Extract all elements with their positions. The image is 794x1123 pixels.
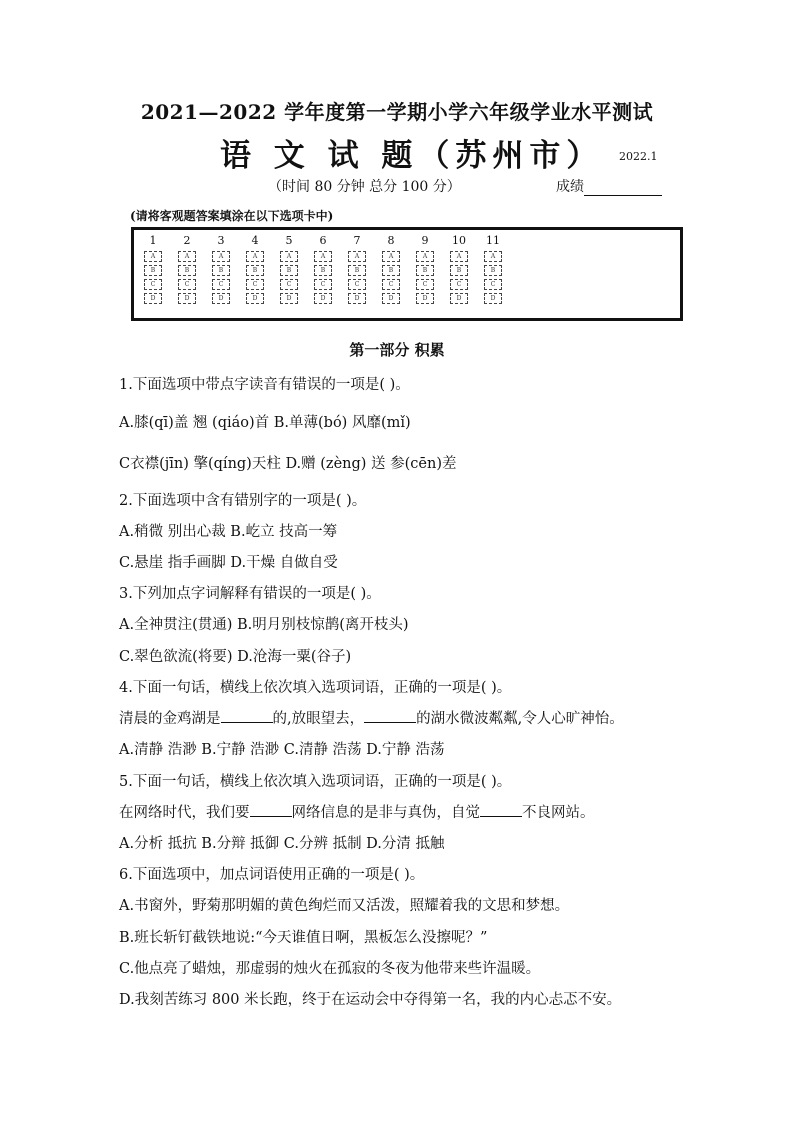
answer-bubble-8-a[interactable]: A [382, 251, 400, 262]
answer-card-number: 11 [486, 234, 500, 247]
answer-card-question-9 [413, 234, 437, 304]
answer-bubble-5-d[interactable]: D [280, 293, 298, 304]
answer-bubble-2-b[interactable]: B [178, 265, 196, 276]
answer-card-question-7 [345, 234, 369, 304]
q5-sentence-part2: 网络信息的是非与真伪，自觉 [291, 805, 480, 821]
answer-card-question-8 [379, 234, 403, 304]
answer-bubble-4-b[interactable]: B [246, 265, 264, 276]
score-blank [584, 181, 662, 196]
answer-card-number: 9 [421, 234, 429, 247]
answer-bubble-7-c[interactable]: C [348, 279, 366, 290]
answer-bubble-5-c[interactable]: C [280, 279, 298, 290]
answer-card-number: 7 [353, 234, 361, 247]
answer-bubble-10-b[interactable]: B [450, 265, 468, 276]
q1-stem: 1.下面选项中带点字读音有错误的一项是( )。 [119, 377, 410, 393]
answer-card-number: 5 [285, 234, 293, 247]
answer-card-number: 6 [319, 234, 327, 247]
q4-sentence-part1: 清晨的金鸡湖是 [119, 711, 221, 727]
q2-options-cd: C.悬崖 指手画脚 D.干燥 自做自受 [119, 555, 338, 571]
answer-bubble-4-c[interactable]: C [246, 279, 264, 290]
answer-bubble-7-b[interactable]: B [348, 265, 366, 276]
answer-card-number: 8 [387, 234, 395, 247]
q3-stem: 3.下列加点字词解释有错误的一项是( )。 [119, 586, 381, 602]
answer-card-question-6 [311, 234, 335, 304]
score-label: 成绩 [556, 179, 584, 195]
answer-bubble-7-d[interactable]: D [348, 293, 366, 304]
q6-stem: 6.下面选项中，加点词语使用正确的一项是( )。 [119, 867, 425, 883]
q5-sentence-part1: 在网络时代，我们要 [119, 805, 250, 821]
answer-bubble-1-c[interactable]: C [144, 279, 162, 290]
answer-bubble-11-d[interactable]: D [484, 293, 502, 304]
q4-blank-1 [221, 708, 273, 723]
q4-sentence-part2: 的,放眼望去， [272, 711, 365, 727]
answer-card-question-3 [209, 234, 233, 304]
q6-option-b: B.班长斩钉截铁地说:“今天谁值日啊，黑板怎么没擦呢？” [119, 930, 488, 946]
q4-sentence-part3: 的湖水微波粼粼,令人心旷神怡。 [416, 711, 624, 727]
q2-options-ab: A.稍微 别出心裁 B.屹立 技高一筹 [119, 524, 338, 540]
answer-card-number: 10 [452, 234, 466, 247]
answer-card-number: 3 [217, 234, 225, 247]
answer-bubble-2-d[interactable]: D [178, 293, 196, 304]
answer-bubble-9-d[interactable]: D [416, 293, 434, 304]
answer-bubble-5-a[interactable]: A [280, 251, 298, 262]
q5-options: A.分析 抵抗 B.分辩 抵御 C.分辨 抵制 D.分清 抵触 [119, 836, 445, 852]
q4-stem: 4.下面一句话，横线上依次填入选项词语，正确的一项是( )。 [119, 680, 512, 696]
answer-bubble-11-b[interactable]: B [484, 265, 502, 276]
answer-bubble-4-d[interactable]: D [246, 293, 264, 304]
q6-option-d: D.我刻苦练习 800 米长跑，终于在运动会中夺得第一名，我的内心忐忑不安。 [119, 992, 622, 1008]
answer-bubble-9-b[interactable]: B [416, 265, 434, 276]
answer-bubble-9-c[interactable]: C [416, 279, 434, 290]
answer-bubble-6-a[interactable]: A [314, 251, 332, 262]
answer-bubble-6-b[interactable]: B [314, 265, 332, 276]
q5-sentence [119, 801, 595, 822]
q6-option-c: C.他点亮了蜡烛，那虚弱的烛火在孤寂的冬夜为他带来些许温暖。 [119, 961, 541, 977]
answer-bubble-2-a[interactable]: A [178, 251, 196, 262]
score-field [556, 176, 662, 196]
answer-bubble-3-a[interactable]: A [212, 251, 230, 262]
q5-blank-2 [480, 802, 522, 817]
answer-bubble-10-a[interactable]: A [450, 251, 468, 262]
answer-card-number: 4 [251, 234, 259, 247]
answer-card-question-2 [175, 234, 199, 304]
exam-title-line1: 2021—2022 学年度第一学期小学六年级学业水平测试 [140, 100, 654, 124]
answer-bubble-3-b[interactable]: B [212, 265, 230, 276]
answer-card-question-5 [277, 234, 301, 304]
q6-option-a: A.书窗外，野菊那明媚的黄色绚烂而又活泼，照耀着我的文思和梦想。 [119, 898, 570, 914]
q1-options-ab: A.膝(qī)盖 翘 (qiáo)首 B.单薄(bó) 风靡(mǐ) [119, 415, 411, 431]
answer-bubble-11-a[interactable]: A [484, 251, 502, 262]
answer-bubble-7-a[interactable]: A [348, 251, 366, 262]
q4-blank-2 [364, 708, 416, 723]
answer-bubble-1-a[interactable]: A [144, 251, 162, 262]
answer-card-note: (请将客观题答案填涂在以下选项卡中) [130, 209, 334, 223]
answer-bubble-10-d[interactable]: D [450, 293, 468, 304]
exam-title-line2: 语 文 试 题（苏州市） [220, 138, 604, 174]
q2-stem: 2.下面选项中含有错别字的一项是( )。 [119, 493, 367, 509]
q5-blank-1 [250, 802, 292, 817]
section-title: 第一部分 积累 [349, 341, 445, 359]
answer-bubble-5-b[interactable]: B [280, 265, 298, 276]
answer-card [131, 227, 683, 321]
answer-bubble-8-b[interactable]: B [382, 265, 400, 276]
q4-sentence [119, 707, 624, 728]
answer-bubble-11-c[interactable]: C [484, 279, 502, 290]
q3-options-ab: A.全神贯注(贯通) B.明月别枝惊鹊(离开枝头) [119, 617, 409, 633]
time-score-info: （时间 80 分钟 总分 100 分） [268, 179, 461, 195]
answer-bubble-9-a[interactable]: A [416, 251, 434, 262]
answer-bubble-3-c[interactable]: C [212, 279, 230, 290]
answer-bubble-4-a[interactable]: A [246, 251, 264, 262]
answer-card-number: 2 [183, 234, 191, 247]
q5-stem: 5.下面一句话，横线上依次填入选项词语，正确的一项是( )。 [119, 774, 512, 790]
answer-bubble-8-d[interactable]: D [382, 293, 400, 304]
q3-options-cd: C.翠色欲流(将要) D.沧海一粟(谷子) [119, 649, 352, 665]
q4-options: A.清静 浩渺 B.宁静 浩渺 C.清静 浩荡 D.宁静 浩荡 [119, 742, 445, 758]
answer-bubble-8-c[interactable]: C [382, 279, 400, 290]
answer-bubble-6-c[interactable]: C [314, 279, 332, 290]
answer-bubble-3-d[interactable]: D [212, 293, 230, 304]
answer-bubble-2-c[interactable]: C [178, 279, 196, 290]
answer-bubble-1-b[interactable]: B [144, 265, 162, 276]
answer-card-question-4 [243, 234, 267, 304]
exam-date: 2022.1 [619, 150, 658, 163]
answer-card-question-10 [447, 234, 471, 304]
answer-card-question-1 [141, 234, 165, 304]
q1-options-cd: C衣襟(jīn) 擎(qíng)天柱 D.赠 (zèng) 送 参(cēn)差 [119, 456, 457, 472]
answer-bubble-10-c[interactable]: C [450, 279, 468, 290]
answer-card-number: 1 [149, 234, 157, 247]
answer-bubble-6-d[interactable]: D [314, 293, 332, 304]
answer-bubble-1-d[interactable]: D [144, 293, 162, 304]
answer-card-question-11 [481, 234, 505, 304]
q5-sentence-part3: 不良网站。 [522, 805, 595, 821]
